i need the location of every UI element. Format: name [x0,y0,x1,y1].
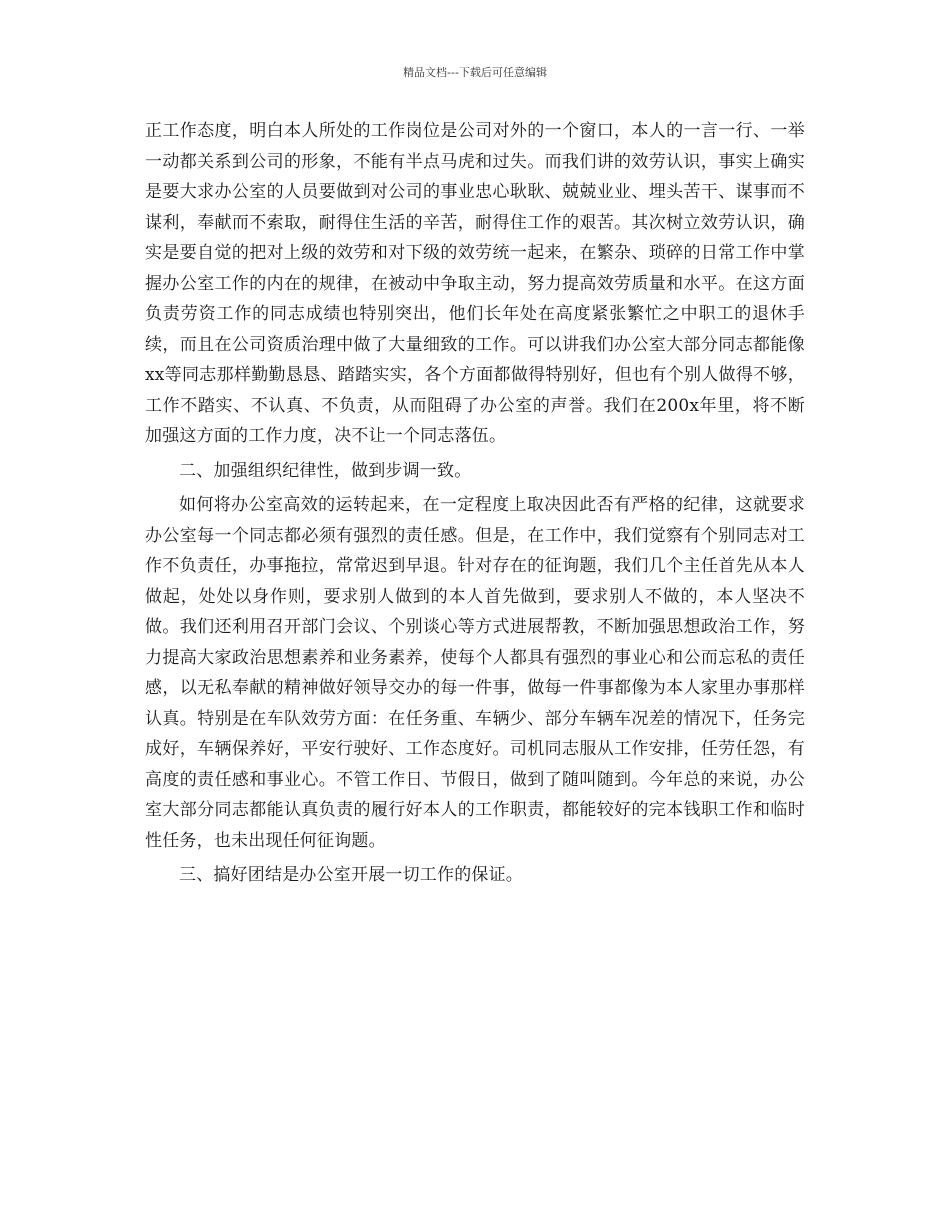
section-heading-3: 三、搞好团结是办公室开展一切工作的保证。 [179,865,523,885]
paragraph-discipline: 如何将办公室高效的运转起来，在一定程度上取决因此否有严格的纪律，这就要求办公室每一个同志都必须有强烈的责任感。但是，在工作中，我们觉察有个别同志对工作不负责任，办事拖拉，常常迟到早退。针对存在的征询题，我们几个主任首先从本人做起，处处以身作则，要求别人做到的本人首先做到，要求别人不做的，本人坚决不做。我们还利用召开部门会议、个别谈心等方式进展帮教，不断加强思想政治工作，努力提高大家政治思想素养和业务素养，使每个人都具有强烈的事业心和公而忘私的责任感，以无私奉献的精神做好领导交办的每一件事，做每一件事都像为本人家里办事那样认真。特别是在车队效劳方面：在任务重、车辆少、部分车辆车况差的情况下，任务完成好，车辆保养好，平安行驶好、工作态度好。司机同志服从工作安排，任劳任怨，有高度的责任感和事业心。不管工作日、节假日，做到了随叫随到。今年总的来说，办公室大部分同志都能认真负责的履行好本人的工作职责，都能较好的完本钱职工作和临时性任务，也未出现任何征询题。 [145,495,805,851]
paragraph-continuation: 正工作态度，明白本人所处的工作岗位是公司对外的一个窗口，本人的一言一行、一举一动都关系到公司的形象，不能有半点马虎和过失。而我们讲的效劳认识，事实上确实是要大求办公室的人员要做到对公司的事业忠心耿耿、兢兢业业、埋头苦干、谋事而不谋利，奉献而不索取，耐得住生活的辛苦，耐得住工作的艰苦。其次树立效劳认识，确实是要自觉的把对上级的效劳和对下级的效劳统一起来，在繁杂、琐碎的日常工作中掌握办公室工作的内在的规律，在被动中争取主动，努力提高效劳质量和水平。在这方面负责劳资工作的同志成绩也特别突出，他们长年处在高度紧张繁忙之中职工的退休手续，而且在公司资质治理中做了大量细致的工作。可以讲我们办公室大部分同志都能像xx等同志那样勤勤恳恳、踏踏实实，各个方面都做得特别好，但也有个别人做得不够，工作不踏实、不认真、不负责，从而阻碍了办公室的声誉。我们在200x年里，将不断加强这方面的工作力度，决不让一个同志落伍。 [145,121,805,446]
page-header: 精品文档---下载后可任意编辑 [403,66,547,79]
section-heading-2: 二、加强组织纪律性，做到步调一致。 [179,460,472,481]
document-body [145,116,805,895]
